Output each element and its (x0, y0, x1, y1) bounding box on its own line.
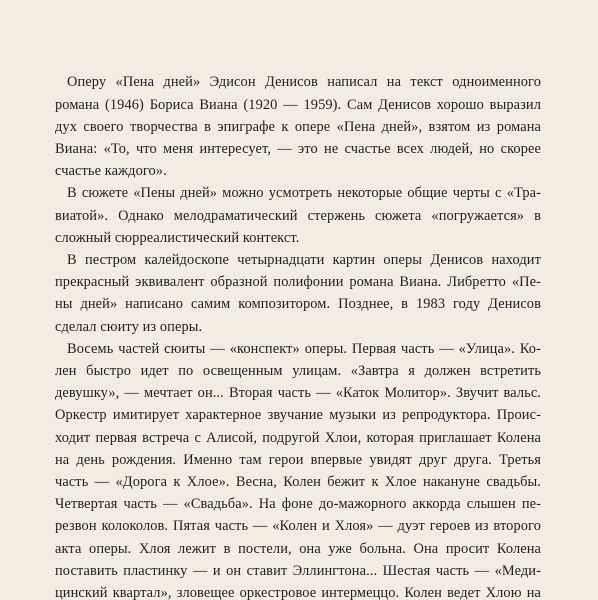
text-line: Виана: «То, что меня интересует, — это не счастье всех людей, но скорее (55, 141, 541, 157)
text-line: счастье каждого». (55, 163, 167, 179)
text-line: сделал сюиту из оперы. (55, 319, 203, 335)
text-line: сложный сюрреалистический контекст. (55, 230, 300, 246)
text-line: виатой». Однако мелодраматический стержень сюжета «погружается» в (55, 208, 541, 224)
text-line: резвон колоколов. Пятая часть — «Колен и Хлоя» — дуэт героев из второго (55, 518, 541, 534)
text-line: лен быстро идет по освещенным улицам. «Завтра я должен встретить (55, 363, 541, 379)
text-line: цинский квартал», зловещее оркестровое интермеццо. Колен ведет Хлою на (55, 585, 541, 600)
text-line: часть — «Дорога к Хлое». Весна, Колен бежит к Хлое накануне свадьбы. (55, 474, 541, 490)
text-line: на день рождения. Именно там герои впервые увидят друг друга. Третья (55, 452, 541, 468)
text-line: Оркестр имитирует характерное звучание музыки из репродуктора. Проис- (55, 407, 541, 423)
text-line: дух своего творчества в эпиграфе к опере «Пена дней», взятом из романа (55, 119, 541, 135)
text-line: прекрасный эквивалент образной полифонии романа Виана. Либретто «Пе- (55, 274, 541, 290)
text-line: поставить пластинку — и он ставит Эллингтона... Шестая часть — «Меди- (55, 563, 541, 579)
text-line: Оперу «Пена дней» Эдисон Денисов написал на текст одноименного (67, 74, 541, 90)
text-line: ходит первая встреча с Алисой, подругой Хлои, которая приглашает Колена (55, 430, 541, 446)
text-line: девушку», — мечтает он... Вторая часть — «Каток Молитор». Звучит вальс. (55, 385, 541, 401)
text-line: В сюжете «Пены дней» можно усмотреть некоторые общие черты с «Тра- (67, 185, 541, 201)
text-line: Восемь частей сюиты — «конспект» оперы. Первая часть — «Улица». Ко- (67, 341, 541, 357)
text-line: романа (1946) Бориса Виана (1920 — 1959). Сам Денисов хорошо выразил (55, 97, 541, 113)
text-line: В пестром калейдоскопе четырнадцати картин оперы Денисов находит (67, 252, 541, 268)
text-line: акта оперы. Хлоя лежит в постели, она уже больна. Она просит Колена (55, 541, 541, 557)
text-line: ны дней» написано самим композитором. Позднее, в 1983 году Денисов (55, 296, 541, 312)
text-line: Четвертая часть — «Свадьба». На фоне до-мажорного аккорда слышен пе- (55, 496, 541, 512)
